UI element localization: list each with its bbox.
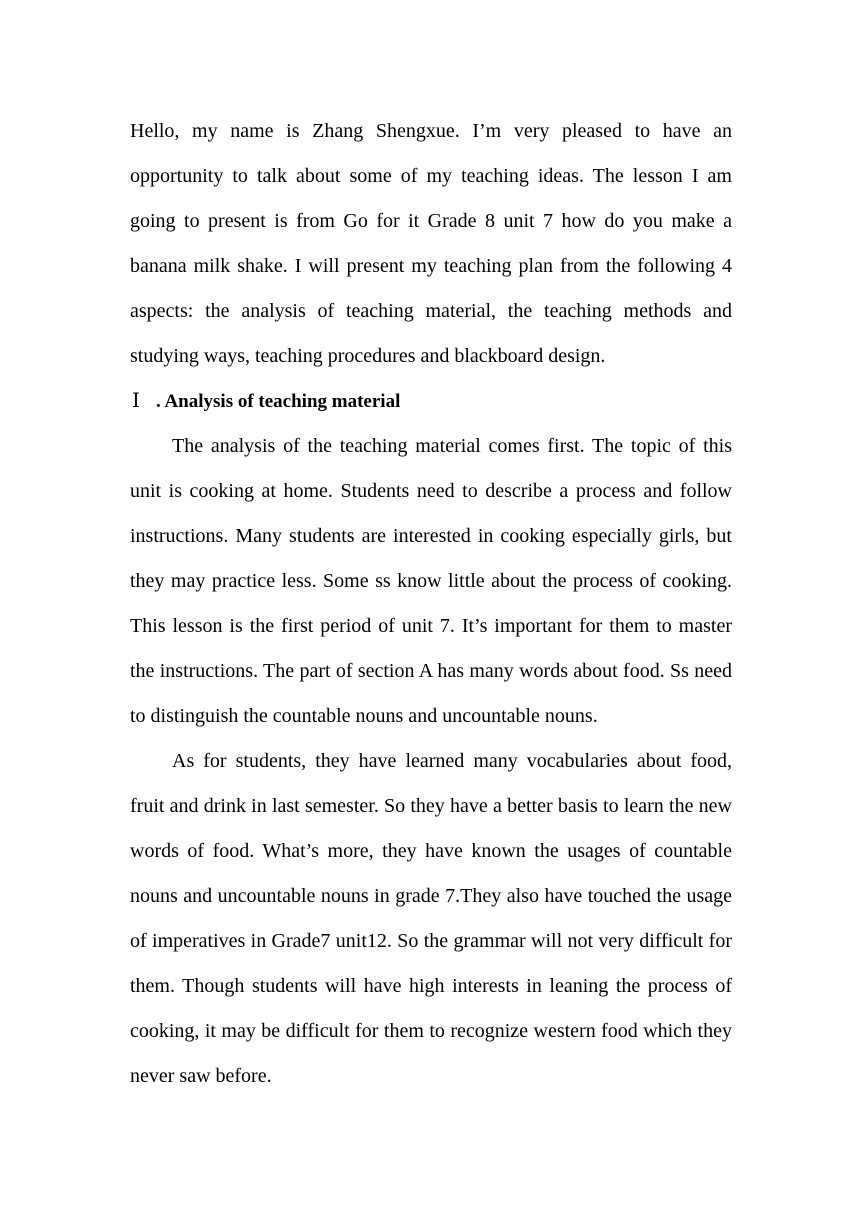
- body-paragraph: As for students, they have learned many vocabularies about food, fruit and drink in last semester. So they have a better basis to learn the new words of food. What’s more, they have known the usages of countable nouns and uncountable nouns in grade 7.They also have touched the usage of imperatives in Grade7 unit12. So the grammar will not very difficult for them. Though students will have high interests in leaning the process of cooking, it may be difficult for them to recognize western food which they never saw before.: [130, 750, 732, 1087]
- section-title: . Analysis of teaching material: [156, 391, 401, 412]
- body-paragraph: The analysis of the teaching material comes first. The topic of this unit is cooking at home. Students need to describe a process and follow instructions. Many students are interested in cooking especially girls, but they may practice less. Some ss know little about the process of cooking. This lesson is the first period of unit 7. It’s important for them to master the instructions. The part of section A has many words about food. Ss need to distinguish the countable nouns and uncountable nouns.: [130, 435, 732, 727]
- intro-paragraph: Hello, my name is Zhang Shengxue. I’m very pleased to have an opportunity to talk about some of my teaching ideas. The lesson I am going to present is from Go for it Grade 8 unit 7 how do you make a banana milk shake. I will present my teaching plan from the following 4 aspects: the analysis of teaching material, the teaching methods and studying ways, teaching procedures and blackboard design.: [130, 120, 732, 367]
- document-page: [130, 109, 732, 1099]
- section-heading: [130, 379, 732, 424]
- section-numeral: Ⅰ: [132, 390, 140, 412]
